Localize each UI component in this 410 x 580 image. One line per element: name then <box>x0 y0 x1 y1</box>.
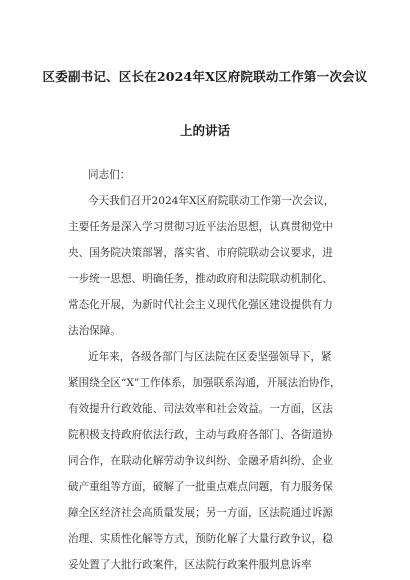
paragraph-line: 障全区经济社会高质量发展；另一方面，区法院通过诉源 <box>68 507 333 519</box>
paragraph-line: 主要任务是深入学习贯彻习近平法治思想，认真贯彻党中 <box>68 221 333 233</box>
paragraph-line: 院积极支持政府依法行政，主动与政府各部门、各街道协 <box>68 429 333 441</box>
paragraph-line: 央、国务院决策部署，落实省、市府院联动会议要求，进 <box>68 247 333 259</box>
paragraph-line: 治理、实质性化解等方式，预防化解了大量行政争议，稳 <box>68 533 333 545</box>
paragraph-line: 紧围绕全区“X”工作体系，加强联系沟通，开展法治协作， <box>68 377 341 389</box>
paragraph-line: 同合作，在联动化解劳动争议纠纷、金融矛盾纠纷、企业 <box>68 455 333 467</box>
paragraph-line: 一步统一思想、明确任务，推动政府和法院联动机制化、 <box>68 273 333 285</box>
document-title: 区委副书记、区长在2024年X区府院联动工作第一次会议 <box>42 69 368 84</box>
paragraph-line: 法治保障。 <box>68 325 121 337</box>
paragraph-line: 近年来，各级各部门与区法院在区委坚强领导下，紧 <box>88 351 332 363</box>
document-title-continued: 上的讲话 <box>179 123 230 138</box>
salutation: 同志们： <box>88 169 131 181</box>
paragraph-line: 妥处置了大批行政案件，区法院行政案件服判息诉率 <box>68 559 312 571</box>
paragraph-line: 常态化开展，为新时代社会主义现代化强区建设提供有力 <box>68 299 333 311</box>
paragraph-line: 破产重组等方面，破解了一批重点难点问题，有力服务保 <box>68 481 333 493</box>
paragraph-line: 有效提升行政效能、司法效率和社会效益。一方面，区法 <box>68 403 333 415</box>
paragraph-line: 今天我们召开2024年X区府院联动工作第一次会议， <box>88 195 335 207</box>
